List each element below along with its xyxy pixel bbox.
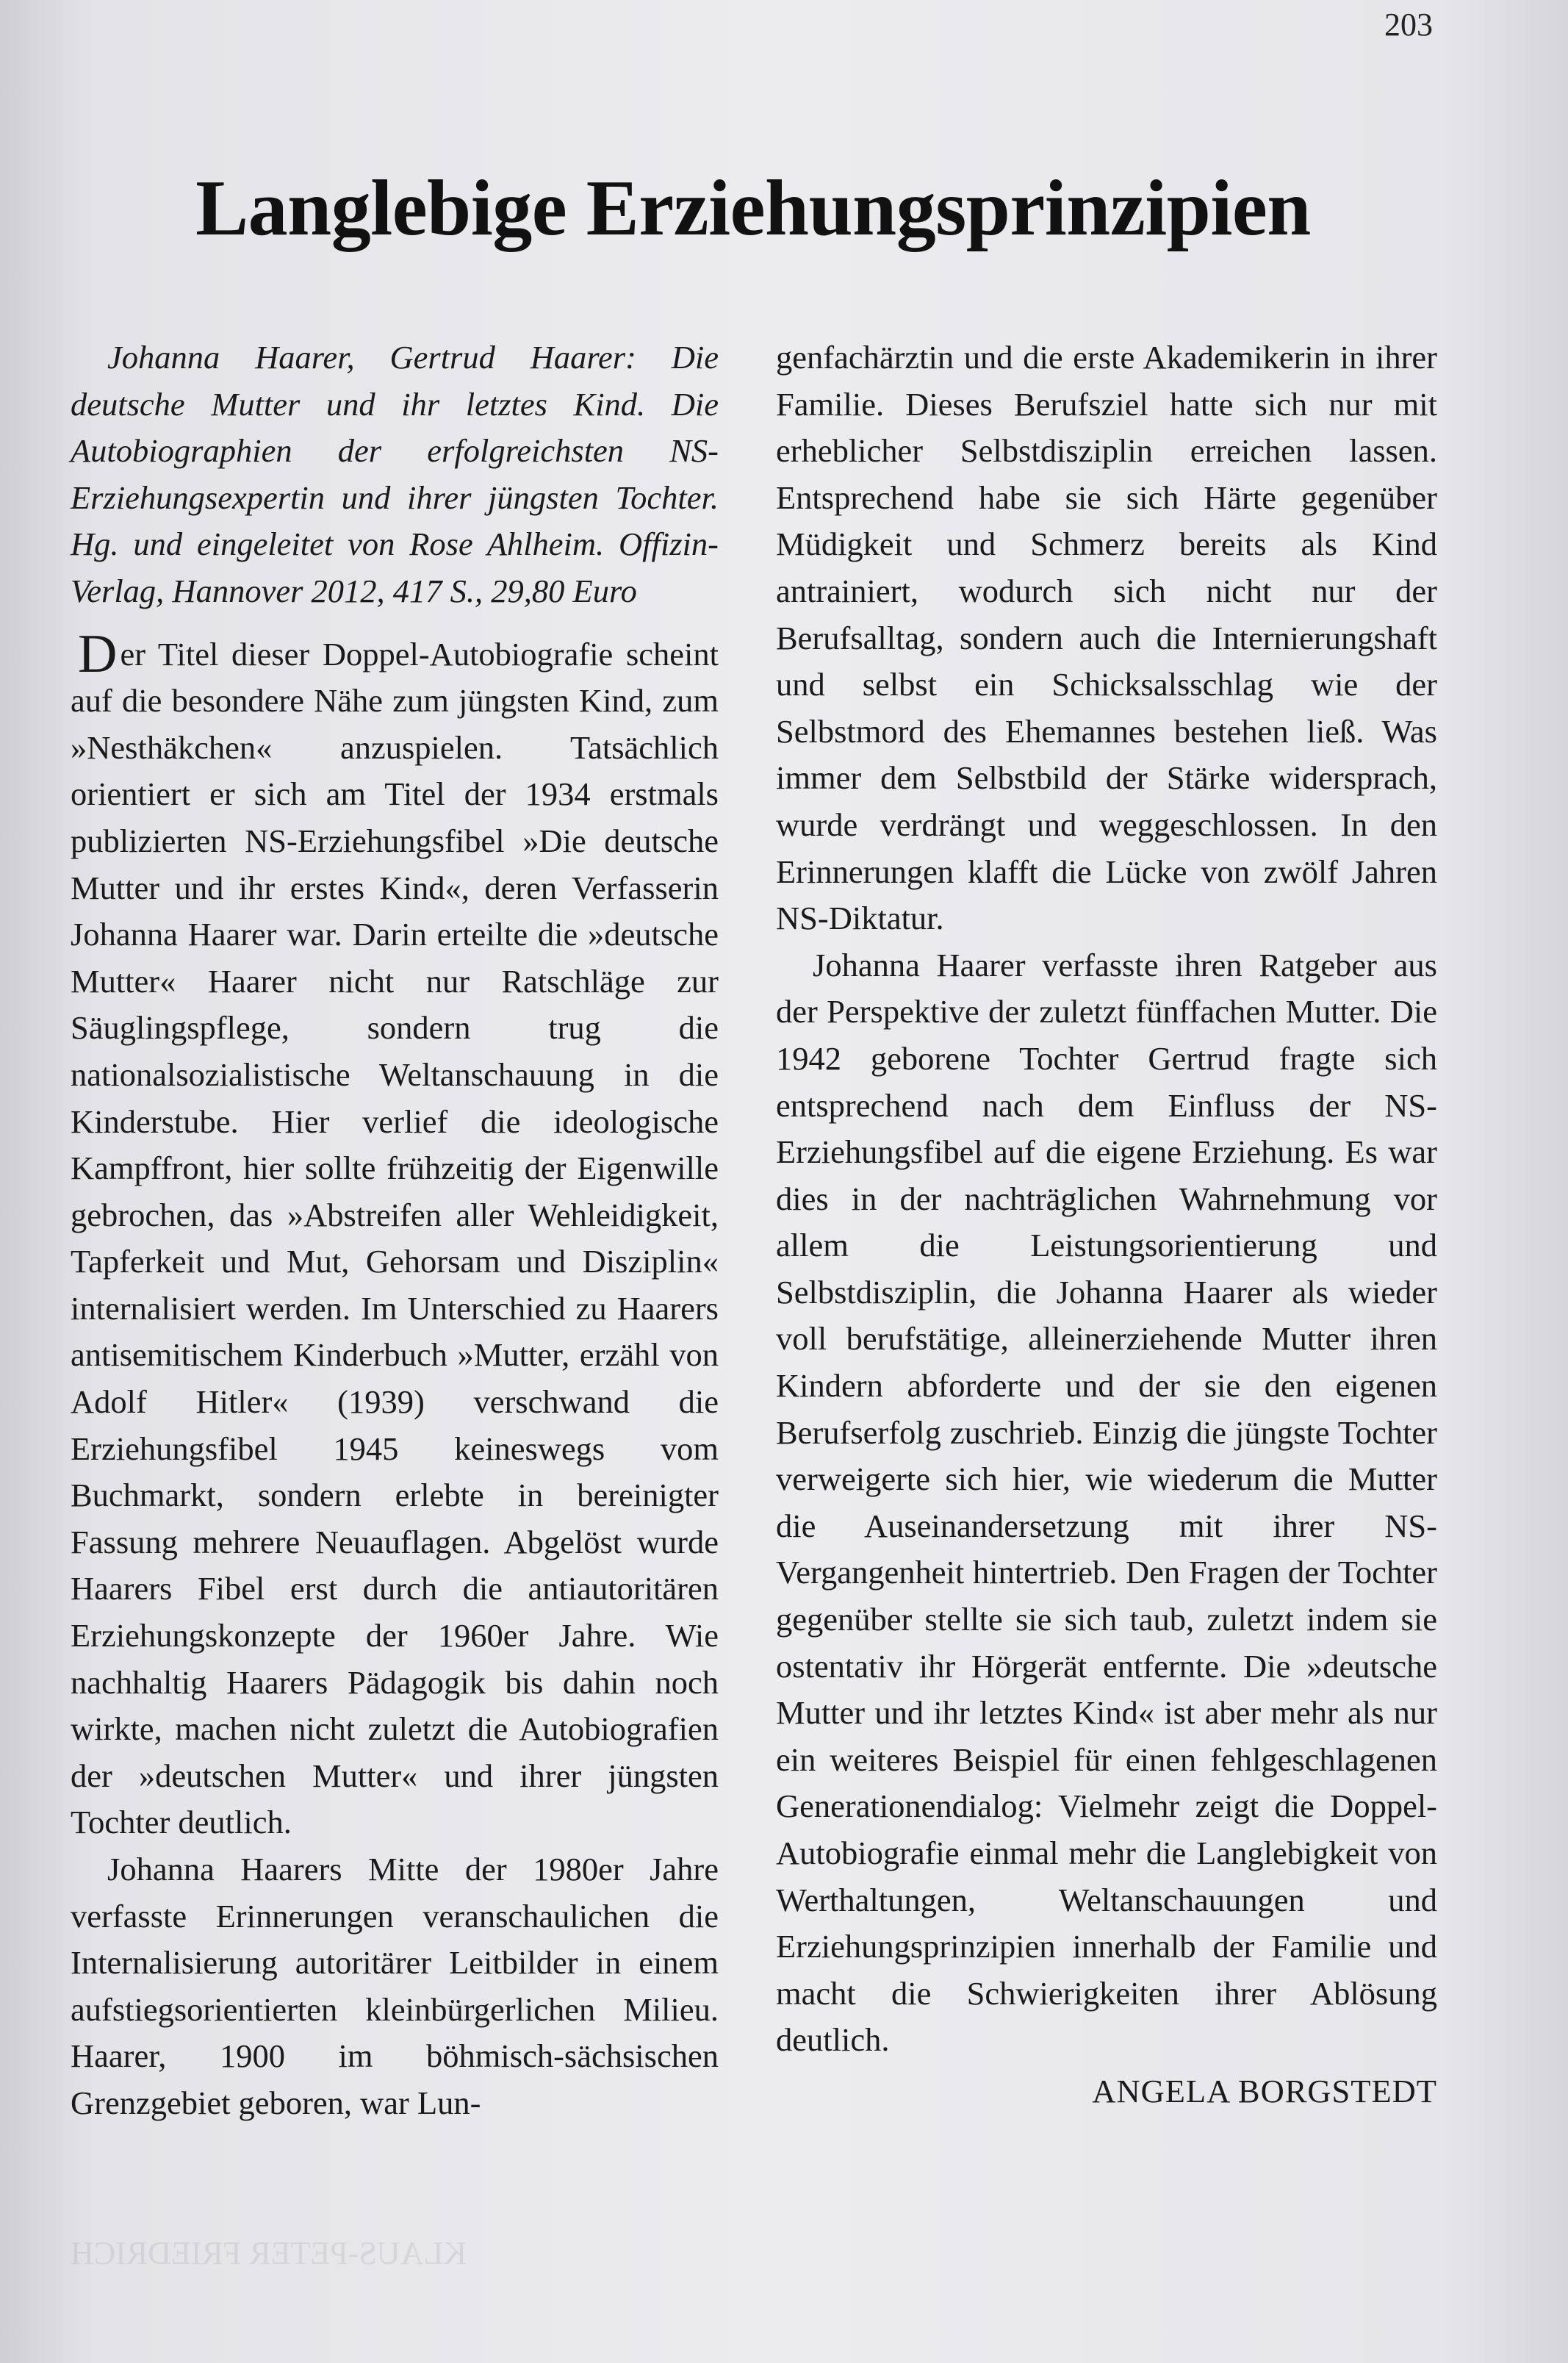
paragraph-2: Johanna Haarers Mitte der 1980er Jahre verfasste Erinnerungen veranschaulichen die Internalisierung autoritärer Leitbilder in einem aufstiegsorientierten kleinbürgerlichen Milieu. Haarer, 1900 im böhmisch-sächsischen Grenzgebiet geboren, war Lun- [71,1851,719,2121]
paragraph-2-continued: genfachärztin und die erste Akademikerin in ihrer Familie. Dieses Berufsziel hatte sich nur mit erheblicher Selbstdisziplin erreichen lassen. Entsprechend habe sie sich Härte gegenüber Müdigkeit und Schmerz bereits als Kind antrainiert, wodurch sich nicht nur der Berufsalltag, sondern auch die Internierungshaft und selbst ein Schicksalsschlag wie der Selbstmord des Ehemannes bestehen ließ. Was immer dem Selbstbild der Stärke widersprach, wurde verdrängt und weggeschlossen. In den Erinnerungen klafft die Lücke von zwölf Jahren NS-Diktatur. [776,339,1437,937]
paragraph-1-text: er Titel dieser Doppel-Autobiografie scheint auf die besondere Nähe zum jüngsten Kind, zum »Nesthäkchen« anzuspielen. Tatsächlich orientiert er sich am Titel der 1934 erstmals publizierten NS-Erziehungsfibel »Die deutsche Mutter und ihr erstes Kind«, deren Verfasserin Johanna Haarer war. Darin erteilte die »deutsche Mutter« Haarer nicht nur Ratschläge zur Säuglingspflege, sondern trug die nationalsozialistische Weltanschauung in die Kinderstube. Hier verlief die ideologische Kampffront, hier sollte frühzeitig der Eigenwille gebrochen, das »Abstreifen aller Wehleidigkeit, Tapferkeit und Mut, Gehorsam und Disziplin« internalisiert werden. Im Unterschied zu Haarers antisemitischem Kinderbuch »Mutter, erzähl von Adolf Hitler« (1939) verschwand die Erziehungsfibel 1945 keineswegs vom Buchmarkt, sondern erlebte in bereinigter Fassung mehrere Neuauflagen. Abgelöst wurde Haarers Fibel erst durch die antiautoritären Erziehungskonzepte der 1960er Jahre. Wie nachhaltig Haarers Pädagogik bis dahin noch wirkte, machen nicht zuletzt die Autobiografien der »deutschen Mutter« und ihrer jüngsten Tochter deutlich. [71,635,719,1841]
paragraph-3: Johanna Haarer verfasste ihren Ratgeber aus der Perspektive der zuletzt fünffachen Mutter. Die 1942 geborene Tochter Gertrud fragte sich entsprechend nach dem Einfluss der NS-Erziehungsfibel auf die eigene Erziehung. Es war dies in der nachträglichen Wahrnehmung vor allem die Leistungsorientierung und Selbstdisziplin, die Johanna Haarer als wieder voll berufstätige, alleinerziehende Mutter ihren Kindern abforderte und der sie den eigenen Berufserfolg zuschrieb. Einzig die jüngste Tochter verweigerte sich hier, wie wiederum die Mutter die Auseinandersetzung mit ihrer NS-Vergangenheit hintertrieb. Den Fragen der Tochter gegenüber stellte sie sich taub, zuletzt indem sie ostentativ ihr Hörgerät entfernte. Die »deutsche Mutter und ihr letztes Kind« ist aber mehr als nur ein weiteres Beispiel für einen fehlgeschlagenen Generationendialog: Vielmehr zeigt die Doppel-Autobiografie einmal mehr die Langlebigkeit von Werthaltungen, Weltanschauungen und Erziehungsprinzipien innerhalb der Familie und macht die Schwierigkeiten ihrer Ablösung deutlich. [776,946,1437,2059]
bibliographic-reference: Johanna Haarer, Gertrud Haarer: Die deutsche Mutter und ihr letztes Kind. Die Autobiographien der erfolgreichsten NS-Erziehungsexpertin und ihrer jüngsten Tochter. Hg. und eingeleitet von Rose Ahlheim. Offizin-Verlag, Hannover 2012, 417 S., 29,80 Euro [71,339,719,609]
page-number: 203 [1384,7,1433,43]
paragraph-1 [71,623,719,1846]
right-column [776,334,1437,2115]
drop-cap: D [78,623,118,684]
left-column [71,334,719,2127]
author-signature: ANGELA BORGSTEDT [1092,2072,1437,2109]
bleed-through-text: KLAUS-PETER FRIEDRICH [71,2235,467,2271]
article-title: Langlebige Erziehungsprinzipien [195,165,1311,253]
